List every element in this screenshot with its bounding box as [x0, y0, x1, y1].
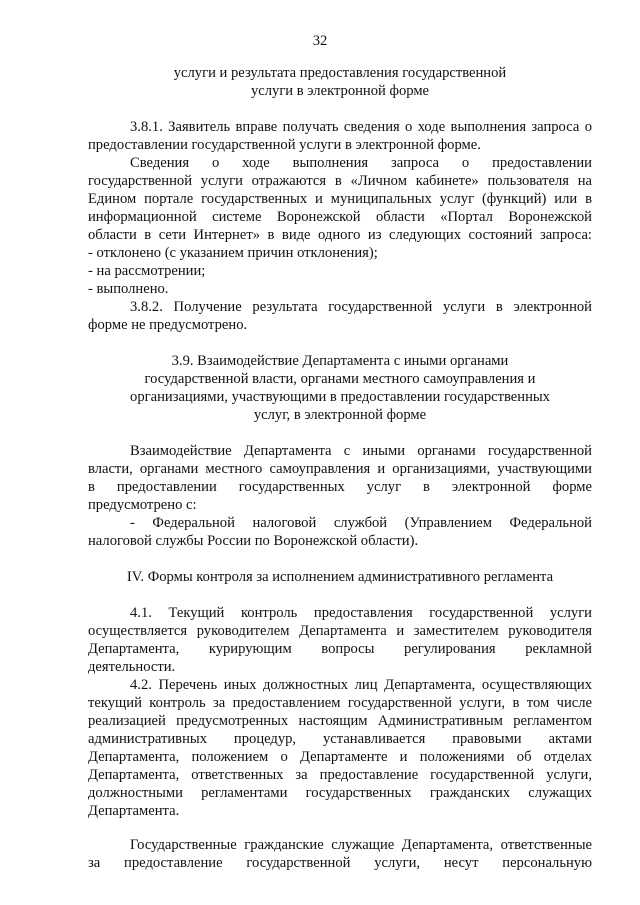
paragraph-4-2: [88, 676, 592, 820]
text-line: Департамента, ответственных за предоставление государственной услуги,: [88, 767, 592, 783]
text-line: должностными регламентами государственных гражданских служащих: [88, 785, 592, 801]
text-line: форме не предусмотрено.: [88, 317, 248, 333]
text-line: власти, органами местного самоуправления и организациями, участвующими: [88, 461, 592, 477]
text-line: государственной услуги отражаются в «Личном кабинете» пользователя на: [88, 173, 592, 189]
text-line: предусмотрено с:: [88, 497, 197, 513]
text-line: в предоставлении государственных услуг в электронной форме: [88, 479, 592, 495]
paragraph-3-8-2: [88, 298, 592, 334]
text-line: предоставлении государственной услуги в электронной форме.: [88, 137, 481, 153]
list-item: - выполнено.: [88, 281, 169, 297]
text-line: осуществляется руководителем Департамента и заместителем руководителя: [88, 623, 592, 639]
text-line: 3.8.2. Получение результата государственной услуги в электронной: [130, 299, 592, 315]
heading-line: услуги и результата предоставления государственной: [173, 65, 507, 81]
list-item: - на рассмотрении;: [88, 263, 206, 279]
heading-line: государственной власти, органами местного самоуправления и: [144, 371, 536, 387]
text-line: 4.1. Текущий контроль предоставления государственной услуги: [130, 605, 592, 621]
heading-line: услуг, в электронной форме: [253, 407, 427, 423]
heading-line: организациями, участвующими в предоставлении государственных: [130, 389, 550, 405]
text-line: налоговой службы России по Воронежской области).: [88, 533, 419, 549]
text-line: 3.8.1. Заявитель вправе получать сведения о ходе выполнения запроса о: [130, 119, 592, 135]
text-line: 4.2. Перечень иных должностных лиц Департамента, осуществляющих: [130, 677, 592, 693]
page-number: 32: [312, 33, 328, 49]
heading-top: [88, 64, 592, 100]
spacer: [88, 550, 592, 568]
text-line: информационной системе Воронежской области «Портал Воронежской: [88, 209, 592, 225]
spacer: [88, 100, 592, 118]
list-item: - Федеральной налоговой службой (Управлением Федеральной: [130, 515, 592, 531]
heading-line: услуги в электронной форме: [250, 83, 430, 99]
section-iv-heading: IV. Формы контроля за исполнением административного регламента: [126, 569, 554, 585]
page-content: [88, 64, 592, 872]
text-line: деятельности.: [88, 659, 176, 675]
text-line: текущий контроль за предоставлением государственной услуги, в том числе: [88, 695, 592, 711]
spacer: [88, 424, 592, 442]
spacer: [88, 820, 592, 836]
spacer: [88, 586, 592, 604]
text-line: Взаимодействие Департамента с иными органами государственной: [130, 443, 592, 459]
text-line: за предоставление государственной услуги, несут персональную: [88, 855, 592, 871]
text-line: Государственные гражданские служащие Департамента, ответственные: [130, 837, 592, 853]
heading-line: 3.9. Взаимодействие Департамента с иными органами: [171, 353, 509, 369]
text-line: реализацией предусмотренных настоящим Административным регламентом: [88, 713, 592, 729]
text-line: Департамента, курирующим вопросы регулирования рекламной: [88, 641, 592, 657]
text-line: административных процедур, устанавливается правовыми актами: [88, 731, 592, 747]
text-line: Департамента, положением о Департаменте и положениями об отделах: [88, 749, 592, 765]
spacer: [88, 334, 592, 352]
text-line: Сведения о ходе выполнения запроса о предоставлении: [130, 155, 592, 171]
list-item: - отклонено (с указанием причин отклонения);: [88, 245, 378, 261]
text-line: Едином портале государственных и муниципальных услуг (функций) или в: [88, 191, 592, 207]
paragraph-3-9: [88, 442, 592, 550]
heading-3-9: [88, 352, 592, 424]
text-line: Департамента.: [88, 803, 180, 819]
paragraph-3-8-1: [88, 118, 592, 298]
paragraph-4-1: [88, 604, 592, 676]
paragraph-last: [88, 836, 592, 872]
text-line: области в сети Интернет» в виде одного из следующих состояний запроса:: [88, 227, 592, 243]
